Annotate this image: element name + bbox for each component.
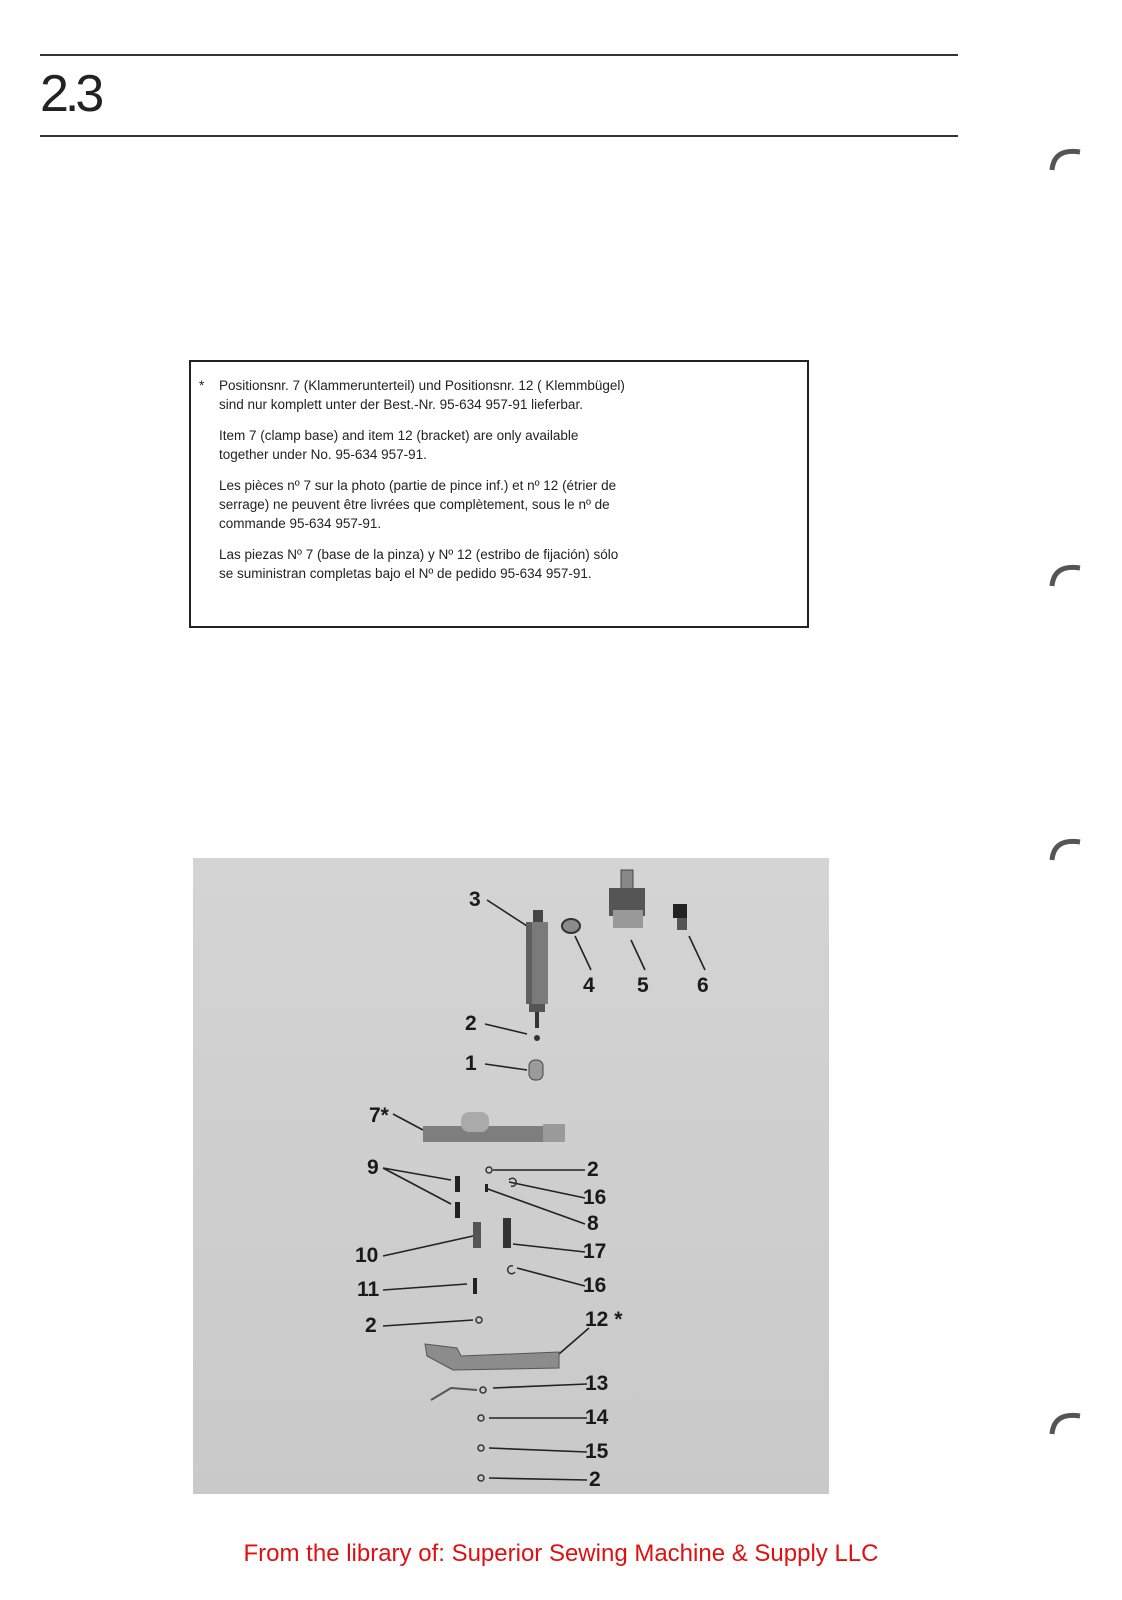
part-label: 9	[367, 1156, 379, 1179]
punch-hole-mark	[1048, 830, 1088, 870]
header-rule-top	[40, 54, 958, 56]
part-label: 1	[465, 1052, 477, 1075]
note-line: Les pièces nº 7 sur la photo (partie de pince inf.) et nº 12 (étrier de	[219, 478, 617, 493]
part-label: 12 *	[585, 1308, 623, 1331]
part-label: 17	[583, 1240, 607, 1263]
punch-hole-mark	[1048, 1404, 1088, 1444]
note-line: Las piezas Nº 7 (base de la pinza) y Nº 12 (estribo de fijación) sólo	[219, 547, 619, 562]
part-spring	[503, 1218, 511, 1248]
part-screw	[455, 1202, 460, 1218]
part-label: 10	[355, 1244, 379, 1267]
part-label: 2	[365, 1314, 377, 1337]
note-paragraph-en	[219, 426, 787, 464]
part-pin	[485, 1184, 488, 1192]
part-ring	[476, 1317, 482, 1323]
part-label: 16	[583, 1274, 607, 1297]
part-ring	[480, 1387, 486, 1393]
part-screw	[455, 1176, 460, 1192]
parts-diagram	[193, 858, 829, 1494]
note-paragraph-fr	[219, 476, 787, 533]
part-clamp-base	[423, 1112, 565, 1142]
part-cylinder	[526, 910, 548, 1028]
note-asterisk: *	[199, 378, 205, 393]
part-bracket	[425, 1344, 559, 1370]
punch-hole-mark	[1048, 140, 1088, 180]
part-label: 2	[587, 1158, 599, 1181]
part-label: 4	[583, 974, 595, 997]
header-rule-bottom	[40, 135, 958, 137]
note-line: Item 7 (clamp base) and item 12 (bracket) are only available	[219, 428, 579, 443]
note-line: together under No. 95-634 957-91.	[219, 447, 427, 462]
exploded-parts-photo	[193, 858, 829, 1494]
section-number: 2.3	[40, 65, 101, 123]
part-ring	[534, 1035, 540, 1041]
part-cap	[529, 1060, 543, 1080]
part-label: 2	[465, 1012, 477, 1035]
part-label: 8	[587, 1212, 599, 1235]
library-footer: From the library of: Superior Sewing Machine & Supply LLC	[243, 1540, 879, 1567]
note-line: serrage) ne peuvent être livrées que complètement, sous le nº de	[219, 497, 610, 512]
note-paragraph-de	[199, 376, 787, 414]
part-ring	[486, 1167, 492, 1173]
part-label: 5	[637, 974, 649, 997]
part-pin	[473, 1278, 477, 1294]
part-ring	[478, 1415, 484, 1421]
note-line: commande 95-634 957-91.	[219, 516, 382, 531]
part-label: 11	[357, 1278, 380, 1301]
punch-hole-mark	[1048, 556, 1088, 596]
part-ring	[478, 1475, 484, 1481]
part-ring	[478, 1445, 484, 1451]
part-fitting	[673, 904, 687, 930]
note-paragraph-es	[219, 545, 787, 583]
availability-note-box	[189, 360, 809, 628]
part-wire	[431, 1388, 477, 1400]
part-label: 2	[589, 1468, 601, 1491]
part-label: 13	[585, 1372, 609, 1395]
part-label: 16	[583, 1186, 607, 1209]
part-label: 7*	[369, 1104, 389, 1127]
part-clip	[508, 1266, 515, 1274]
part-label: 6	[697, 974, 709, 997]
note-line: sind nur komplett unter der Best.-Nr. 95-634 957-91 lieferbar.	[219, 397, 583, 412]
part-label: 15	[585, 1440, 609, 1463]
note-line: Positionsnr. 7 (Klammerunterteil) und Positionsnr. 12 ( Klemmbügel)	[219, 378, 625, 393]
part-valve	[609, 870, 645, 928]
part-nut	[562, 919, 580, 933]
part-spring	[473, 1222, 481, 1248]
note-line: se suministran completas bajo el Nº de pedido 95-634 957-91.	[219, 566, 592, 581]
part-label: 14	[585, 1406, 609, 1429]
part-label: 3	[469, 888, 481, 911]
